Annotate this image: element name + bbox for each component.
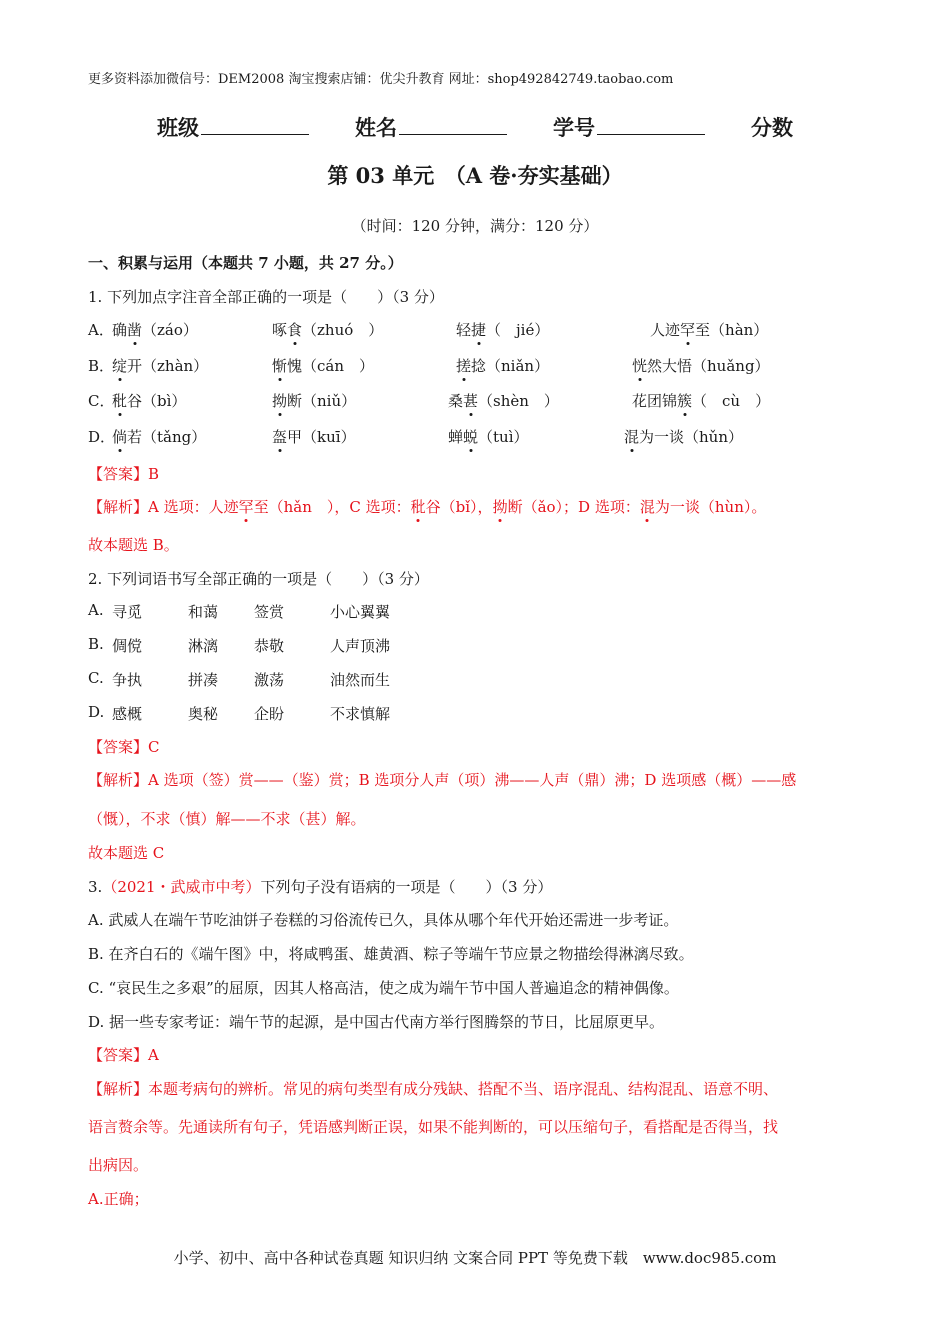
word: 轻捷（ jié）	[456, 321, 550, 339]
word: 确凿（záo）	[112, 321, 198, 339]
q1-answer: 【答案】B	[88, 465, 160, 483]
page-title: 第 03 单元 （A 卷·夯实基础）	[327, 163, 623, 188]
word: 蝉蜕（tuì）	[448, 428, 529, 446]
student-info-row	[0, 112, 950, 142]
q1-conclusion: 故本题选 B。	[88, 536, 179, 554]
word: 混为一谈（hǔn）	[624, 428, 743, 446]
word: 绽开（zhàn）	[112, 357, 209, 375]
word: 啄食（zhuó ）	[272, 321, 384, 339]
word: 桑葚（shèn ）	[448, 392, 559, 410]
word: 惭愧（cán ）	[272, 357, 375, 375]
q3-analysis-line1: 【解析】本题考病句的辨析。常见的病句类型有成分残缺、搭配不当、语序混乱、结构混乱、语意不明、	[88, 1080, 779, 1098]
q2-conclusion: 故本题选 C	[88, 844, 165, 862]
header-note: 更多资料添加微信号：DEM2008 淘宝搜索店铺：优尖升教育 网址：shop492842749.taobao.com	[88, 72, 674, 87]
q2-analysis-line1: 【解析】A 选项（签）赏——（鉴）赏；B 选项分人声（项）沸——人声（鼎）沸；D 选项感（概）——感	[88, 771, 797, 789]
word: 倘若（tǎng）	[112, 428, 207, 446]
section-heading: 一、积累与运用（本题共 7 小题，共 27 分。）	[88, 254, 403, 272]
q3-a-verdict: A.正确；	[88, 1190, 149, 1208]
word: 拗断（niǔ）	[272, 392, 357, 410]
footer-note: 小学、初中、高中各种试卷真题 知识归纳 文案合同 PPT 等免费下载 www.doc985.com	[173, 1249, 777, 1267]
word: 盔甲（kuī）	[272, 428, 356, 446]
q2-answer: 【答案】C	[88, 738, 160, 756]
word: 秕谷（bì）	[112, 392, 187, 410]
score-field: 分数	[751, 115, 793, 140]
q3-option-a: A. 武威人在端午节吃油饼子卷糕的习俗流传已久，具体从哪个年代开始还需进一步考证。	[88, 911, 679, 929]
q2-stem: 2. 下列词语书写全部正确的一项是（ ）（3 分）	[88, 570, 429, 588]
word: 人迹罕至（hàn）	[650, 321, 769, 339]
q3-stem: 3.（2021・武威市中考）下列句子没有语病的一项是（ ）（3 分）	[88, 878, 553, 896]
q3-source: （2021・武威市中考）	[102, 878, 261, 896]
class-field: 班级	[157, 112, 309, 142]
q1-analysis: 【解析】A 选项：人迹罕至（hǎn ），C 选项：秕谷（bǐ），拗断（ǎo）；D 选项：混为一谈（hùn）。	[88, 498, 767, 516]
page-subtitle: （时间：120 分钟，满分：120 分）	[351, 217, 599, 235]
word: 搓捻（niǎn）	[456, 357, 550, 375]
q3-option-c: C. “哀民生之多艰”的屈原，因其人格高洁，使之成为端午节中国人普遍追念的精神偶像。	[88, 979, 679, 997]
word: 恍然大悟（huǎng）	[632, 357, 770, 375]
q3-analysis-line2: 语言赘余等。先通读所有句子，凭语感判断正误，如果不能判断的，可以压缩句子，看搭配是否得当，找	[88, 1118, 779, 1136]
name-field: 姓名	[355, 112, 507, 142]
q2-analysis-line2: （慨），不求（慎）解——不求（甚）解。	[88, 810, 366, 828]
id-field: 学号	[553, 112, 705, 142]
q1-stem: 1. 下列加点字注音全部正确的一项是（ ）（3 分）	[88, 288, 444, 306]
q3-analysis-line3: 出病因。	[88, 1156, 149, 1174]
q3-option-b: B. 在齐白石的《端午图》中，将咸鸭蛋、雄黄酒、粽子等端午节应景之物描绘得淋漓尽致。	[88, 945, 694, 963]
q3-option-d: D. 据一些专家考证：端午节的起源，是中国古代南方举行图腾祭的节日，比屈原更早。	[88, 1013, 665, 1031]
q3-answer: 【答案】A	[88, 1046, 159, 1064]
word: 花团锦簇（ cù ）	[632, 392, 771, 410]
